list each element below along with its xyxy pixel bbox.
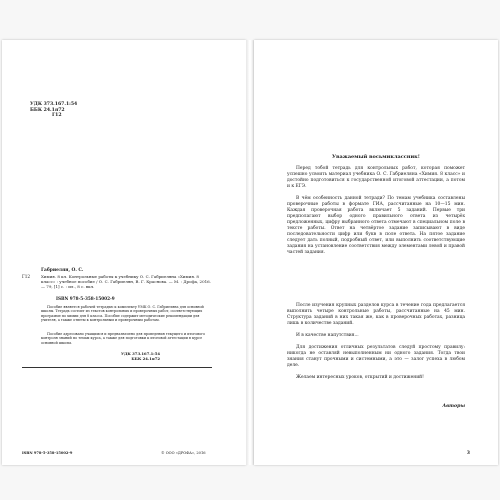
catalog-bbk-right: ББК 24.1я72 [131,356,160,361]
catalog-code: Г12 [22,274,31,279]
bbk-code: ББК 24.1я72 [30,107,65,113]
catalog-annotation-1: Пособие является рабочей тетрадью к комплекту УМК О. С. Габриеляна для основной школы. Тетрадь состоит из текстов контрольных и проверочных работ, соответствующих программе по химии для 8 класса. Пособие содержит методические рекомендации для учителя, а также ответы к контрольным и проверочным работам. [41,305,204,322]
catalog-udk-right: УДК 373.167.1:54 [120,351,160,356]
catalog-description: Химия. 8 кл. Контрольные работы к учебнику О. С. Габриеляна «Химия. 8 класс» : учебное пособие / О. С. Габриелян, В. Г. Краснова. — М. : Дрофа, 2016. — 79, [1] с. : ил., 8 с. вкл. [41,274,211,289]
paragraph-farewell-intro: И в качестве напутствия... [296,333,359,338]
book-gutter [246,40,254,465]
footer-isbn: ISBN 978-5-358-15002-9 [22,451,73,455]
page-number: 3 [466,451,470,456]
udk-block [30,102,77,119]
udk-code: УДК 373.167.1:54 [30,102,78,107]
catalog-divider [22,367,212,368]
footer-copyright: © ООО «ДРОФА», 2016 [161,451,206,455]
paragraph-advice: Для достижения отличных результатов следуй простому правилу: никогда не оставляй невыполненным ни одного задания. Тогда твои знания станут прочными и системными, а это — залог успеха в любом деле. [287,345,465,368]
paragraph-tests: После изучения крупных разделов курса в течение года предлагается выполнить четыре контрольные работы, рассчитанные на 45 мин. Структура заданий в них такая же, как в проверочных работах, разница лишь в количестве заданий. [287,303,465,326]
paragraph-features: В чём особенность данной тетради? По темам учебника составлены проверочные работы в формате ГИА, рассчитанные на 10—15 мин. Каждая проверочная работа включает 5 заданий. Первые три предполагают выбор одного правильного ответа из четырёх предложенных, цифру выбранного ответа отмечают в специальном поле в тексте работы. Ответ на четвёртое задание записывают в виде последовательности цифр или букв в поле ответа. На пятое задание следует дать полный, подробный ответ, или выполнить соответствующие задания на установление соответствия между элементами левой и правой частей задания. [287,196,465,255]
right-page [254,40,498,465]
author-sign-code: Г12 [52,113,62,119]
paragraph-wishes: Желаем интересных уроков, открытий и достижений! [296,375,424,380]
paragraph-intro: Перед тобой тетрадь для контрольных работ, которая поможет успешно усвоить материал учебника О. С. Габриеляна «Химия. 8 класс» и достойно подготовиться к государственной итоговой аттестации, а потом и к ЕГЭ. [287,166,465,189]
catalog-author: Габриелян, О. С. [41,268,84,273]
signature-authors: Авторы [442,404,465,409]
catalog-annotation-2: Пособие адресовано учащимся и предназначено для проведения текущего и итогового контроля знаний по темам курса, а также для подготовки к итоговой аттестации в курсе основной школы. [41,332,206,345]
left-page [2,40,246,465]
greeting-heading: Уважаемый восьмиклассник! [332,154,420,160]
catalog-isbn: ISBN 978-5-358-15002-9 [56,296,115,301]
